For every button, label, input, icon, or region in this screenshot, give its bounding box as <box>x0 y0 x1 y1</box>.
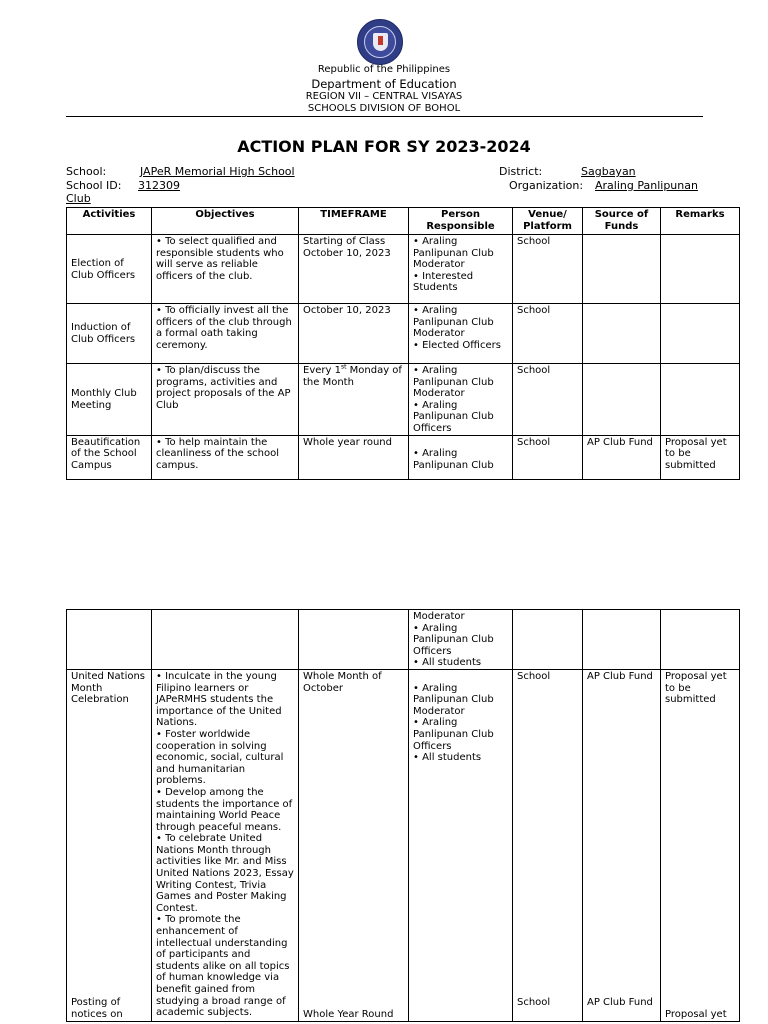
district-label: District: <box>499 165 543 178</box>
objectives-cell: • To plan/discuss the programs, activities and project proposals of the AP Club <box>152 364 299 436</box>
activity-cell: United Nations Month Celebration Posting of notices on <box>67 669 152 1021</box>
remarks-cell-next: Proposal yet <box>665 1008 727 1020</box>
table-row <box>67 364 740 436</box>
organization-value: Araling Panlipunan <box>595 179 698 192</box>
school-id-label: School ID: <box>66 179 122 192</box>
table-row <box>67 235 740 304</box>
venue-cell: School <box>513 435 583 479</box>
activity-cell: Induction of Club Officers <box>67 304 152 364</box>
activity-cell: Monthly Club Meeting <box>67 364 152 436</box>
person-cell: Moderator • Araling Panlipunan Club Officers • All students <box>409 610 513 670</box>
remarks-cell: Proposal yet to be submitted Proposal yet <box>661 669 740 1021</box>
timeframe-cell: October 10, 2023 <box>299 304 409 364</box>
person-cell: • Araling Panlipunan Club Moderator • Interested Students <box>409 235 513 304</box>
objectives-cell: • Inculcate in the young Filipino learners or JAPeRMHS students the importance of the United Nations. • Foster worldwide cooperation in solving economic, social, cultural and humanitarian problems. • Develop among the students the importance of maintaining World Peace through peaceful means. • To celebrate United Nations Month through activities like Mr. and Miss United Nations 2023, Essay Writing Contest, Trivia Games and Poster Making Contest. • To promote the enhancement of intellectual understanding of participants and students alike on all topics of human knowledge via benefit gained from studying a broad range of academic subjects. <box>152 669 299 1021</box>
table-row <box>67 669 740 1021</box>
timeframe-cell: Every 1st Monday of the Month <box>299 364 409 436</box>
activity-cell: Beautification of the School Campus <box>67 435 152 479</box>
remarks-cell <box>661 304 740 364</box>
venue-cell: School <box>513 364 583 436</box>
table-row <box>67 304 740 364</box>
school-id-value: 312309 <box>138 179 180 192</box>
header-person-responsible: Person Responsible <box>409 208 513 235</box>
document-title: ACTION PLAN FOR SY 2023-2024 <box>237 137 531 156</box>
header-timeframe: TIMEFRAME <box>299 208 409 235</box>
school-label: School: <box>66 165 107 178</box>
table-header-row <box>67 208 740 235</box>
header-department: Department of Education <box>311 77 457 91</box>
source-cell: AP Club Fund <box>583 435 661 479</box>
organization-value-cont: Club <box>66 192 91 205</box>
timeframe-cell: Starting of Class October 10, 2023 <box>299 235 409 304</box>
source-cell <box>583 235 661 304</box>
objectives-cell: • To officially invest all the officers of the club through a formal oath taking ceremony. <box>152 304 299 364</box>
venue-cell: School <box>513 304 583 364</box>
header-venue: Venue/ Platform <box>513 208 583 235</box>
table-row <box>67 435 740 479</box>
venue-cell-next: School <box>517 996 551 1008</box>
header-division: SCHOOLS DIVISION OF BOHOL <box>307 103 461 114</box>
remarks-cell: Proposal yet to be submitted <box>661 435 740 479</box>
organization-label: Organization: <box>509 179 584 192</box>
timeframe-cell-next: Whole Year Round <box>303 1008 394 1020</box>
remarks-cell <box>661 235 740 304</box>
table-row-continuation <box>67 610 740 670</box>
timeframe-cell: Whole Month of October Whole Year Round <box>299 669 409 1021</box>
district-value: Sagbayan <box>581 165 636 178</box>
remarks-cell <box>661 364 740 436</box>
source-cell <box>583 364 661 436</box>
action-plan-table <box>66 207 740 480</box>
seal-shield-icon <box>373 33 388 51</box>
school-value: JAPeR Memorial High School <box>140 165 295 178</box>
header-divider <box>66 116 703 117</box>
action-plan-table-continued <box>66 609 740 1022</box>
venue-cell: School School <box>513 669 583 1021</box>
person-cell: • Araling Panlipunan Club Moderator • Elected Officers <box>409 304 513 364</box>
header-activities: Activities <box>67 208 152 235</box>
source-cell-next: AP Club Fund <box>587 996 653 1008</box>
header-remarks: Remarks <box>661 208 740 235</box>
objectives-cell: • To select qualified and responsible students who will serve as reliable officers of the club. <box>152 235 299 304</box>
header-source-of-funds: Source of Funds <box>583 208 661 235</box>
activity-cell-next: Posting of notices on <box>71 996 123 1020</box>
source-cell <box>583 304 661 364</box>
source-cell: AP Club Fund AP Club Fund <box>583 669 661 1021</box>
objectives-cell: • To help maintain the cleanliness of the school campus. <box>152 435 299 479</box>
person-cell: • Araling Panlipunan Club Moderator • Araling Panlipunan Club Officers • All students <box>409 669 513 1021</box>
header-objectives: Objectives <box>152 208 299 235</box>
header-region: REGION VII – CENTRAL VISAYAS <box>305 91 463 102</box>
person-cell: • Araling Panlipunan Club <box>409 435 513 479</box>
header-country: Republic of the Philippines <box>317 64 451 75</box>
venue-cell: School <box>513 235 583 304</box>
timeframe-cell: Whole year round <box>299 435 409 479</box>
person-cell: • Araling Panlipunan Club Moderator • Araling Panlipunan Club Officers <box>409 364 513 436</box>
deped-seal-logo <box>357 19 403 65</box>
activity-cell: Election of Club Officers <box>67 235 152 304</box>
